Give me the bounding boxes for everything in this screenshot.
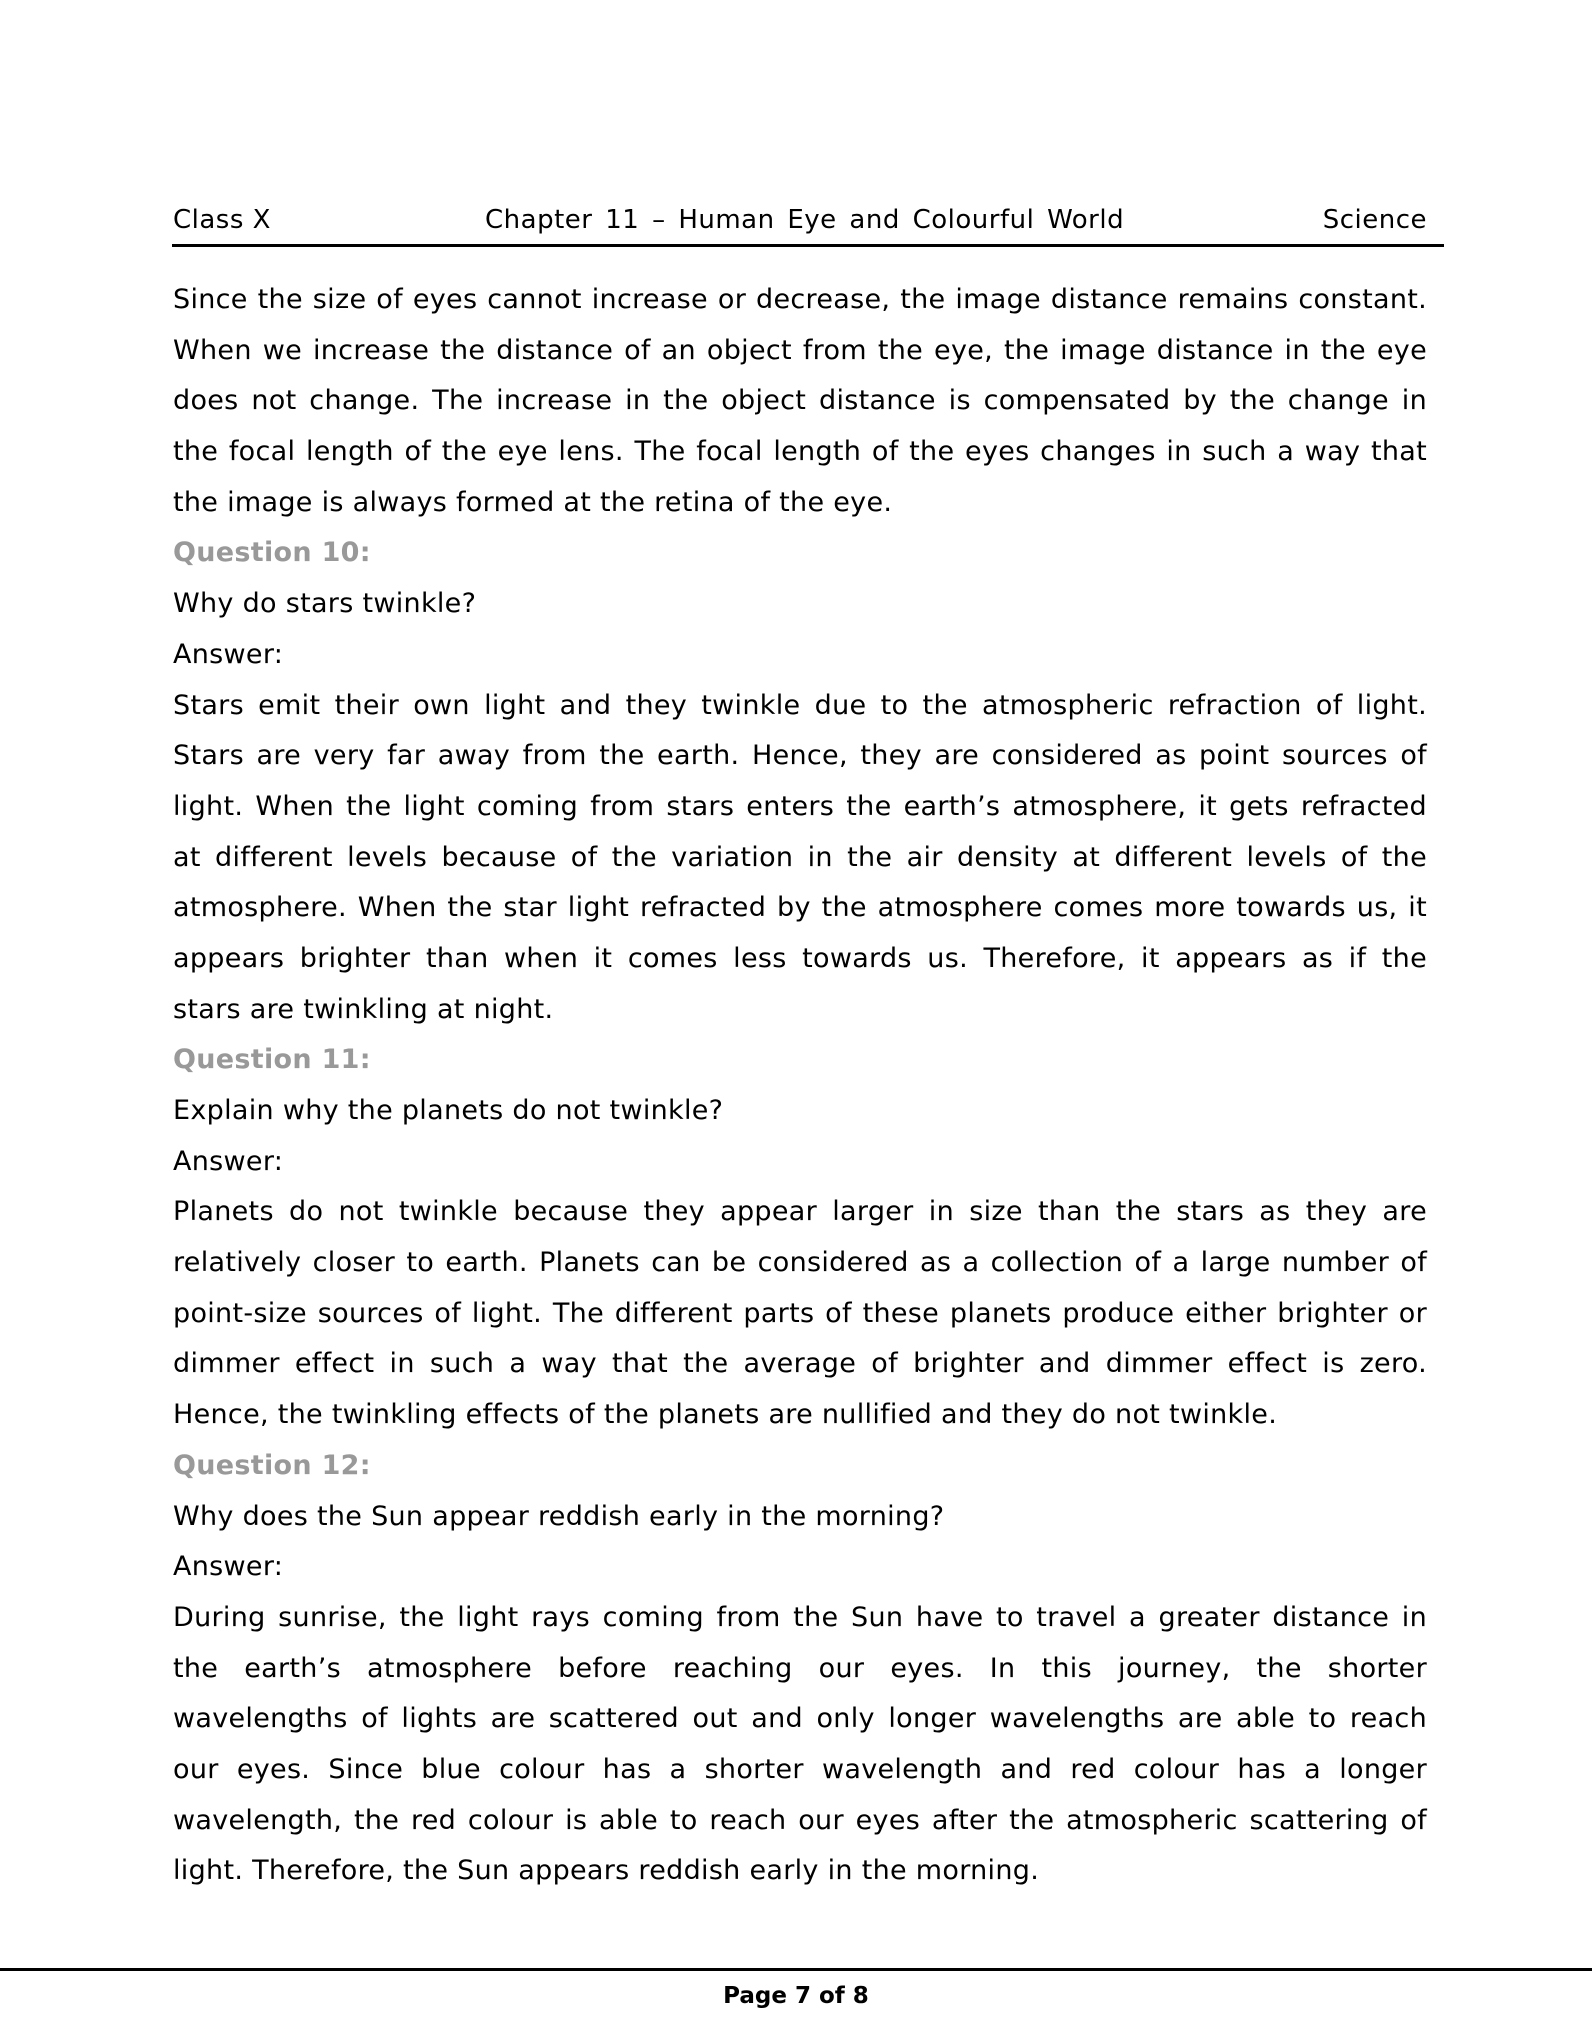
answer-line: Stars emit their own light and they twinkle due to the atmospheric refraction of light.	[173, 689, 1427, 721]
text-line: When we increase the distance of an object from the eye, the image distance in the eye	[173, 334, 1427, 366]
page-header	[172, 200, 1444, 247]
answer-line: relatively closer to earth. Planets can be considered as a collection of a large number of	[173, 1247, 1427, 1279]
answer-line: Stars are very far away from the earth. Hence, they are considered as point sources of	[173, 740, 1427, 772]
answer-line: wavelength, the red colour is able to reach our eyes after the atmospheric scattering of	[173, 1804, 1427, 1836]
answer-line: Planets do not twinkle because they appear larger in size than the stars as they are	[173, 1196, 1427, 1228]
answer-line: Hence, the twinkling effects of the planets are nullified and they do not twinkle.	[173, 1399, 1278, 1431]
question-text: Explain why the planets do not twinkle?	[173, 1095, 724, 1126]
answer-line: at different levels because of the variation in the air density at different levels of the	[173, 841, 1427, 873]
answer-line: light. When the light coming from stars enters the earth’s atmosphere, it gets refracted	[173, 790, 1427, 822]
answer-line: stars are twinkling at night.	[173, 993, 554, 1025]
answer-line: atmosphere. When the star light refracted by the atmosphere comes more towards us, it	[173, 892, 1427, 924]
text-line: the focal length of the eye lens. The focal length of the eyes changes in such a way that	[173, 436, 1427, 468]
question-10	[173, 528, 1427, 1035]
answer-line: the earth’s atmosphere before reaching our eyes. In this journey, the shorter	[173, 1652, 1427, 1684]
question-12	[173, 1441, 1427, 1897]
question-text: Why do stars twinkle?	[173, 588, 477, 620]
text-line: the image is always formed at the retina of the eye.	[173, 486, 893, 518]
answer-label: Answer:	[173, 1145, 284, 1177]
question-label: Question 12:	[173, 1449, 371, 1481]
answer-line: appears brighter than when it comes less towards us. Therefore, it appears as if the	[173, 942, 1427, 974]
chapter-title: Chapter 11 – Human Eye and Colourful World	[485, 205, 1125, 235]
answer-line: light. Therefore, the Sun appears reddish early in the morning.	[173, 1855, 1040, 1887]
question-text: Why does the Sun appear reddish early in the morning?	[173, 1500, 945, 1532]
text-line: Since the size of eyes cannot increase or decrease, the image distance remains constant.	[173, 284, 1427, 315]
question-11	[173, 1035, 1427, 1441]
intro-paragraph	[173, 275, 1427, 528]
page-content	[173, 275, 1427, 1897]
subject-label: Science	[1322, 205, 1427, 235]
answer-line: point-size sources of light. The different parts of these planets produce either brighter or	[173, 1297, 1427, 1329]
question-label: Question 11:	[173, 1044, 371, 1076]
answer-line: our eyes. Since blue colour has a shorter wavelength and red colour has a longer	[173, 1753, 1427, 1785]
answer-line: dimmer effect in such a way that the average of brighter and dimmer effect is zero.	[173, 1348, 1427, 1380]
footer-divider	[0, 1968, 1592, 1971]
text-line: does not change. The increase in the object distance is compensated by the change in	[173, 385, 1427, 417]
class-label: Class X	[173, 205, 271, 235]
question-label: Question 10:	[173, 537, 371, 569]
answer-label: Answer:	[173, 1551, 284, 1583]
page-number: Page 7 of 8	[723, 1983, 869, 2009]
answer-label: Answer:	[173, 638, 284, 670]
answer-line: During sunrise, the light rays coming from the Sun have to travel a greater distance in	[173, 1601, 1427, 1633]
answer-line: wavelengths of lights are scattered out and only longer wavelengths are able to reach	[173, 1703, 1427, 1735]
